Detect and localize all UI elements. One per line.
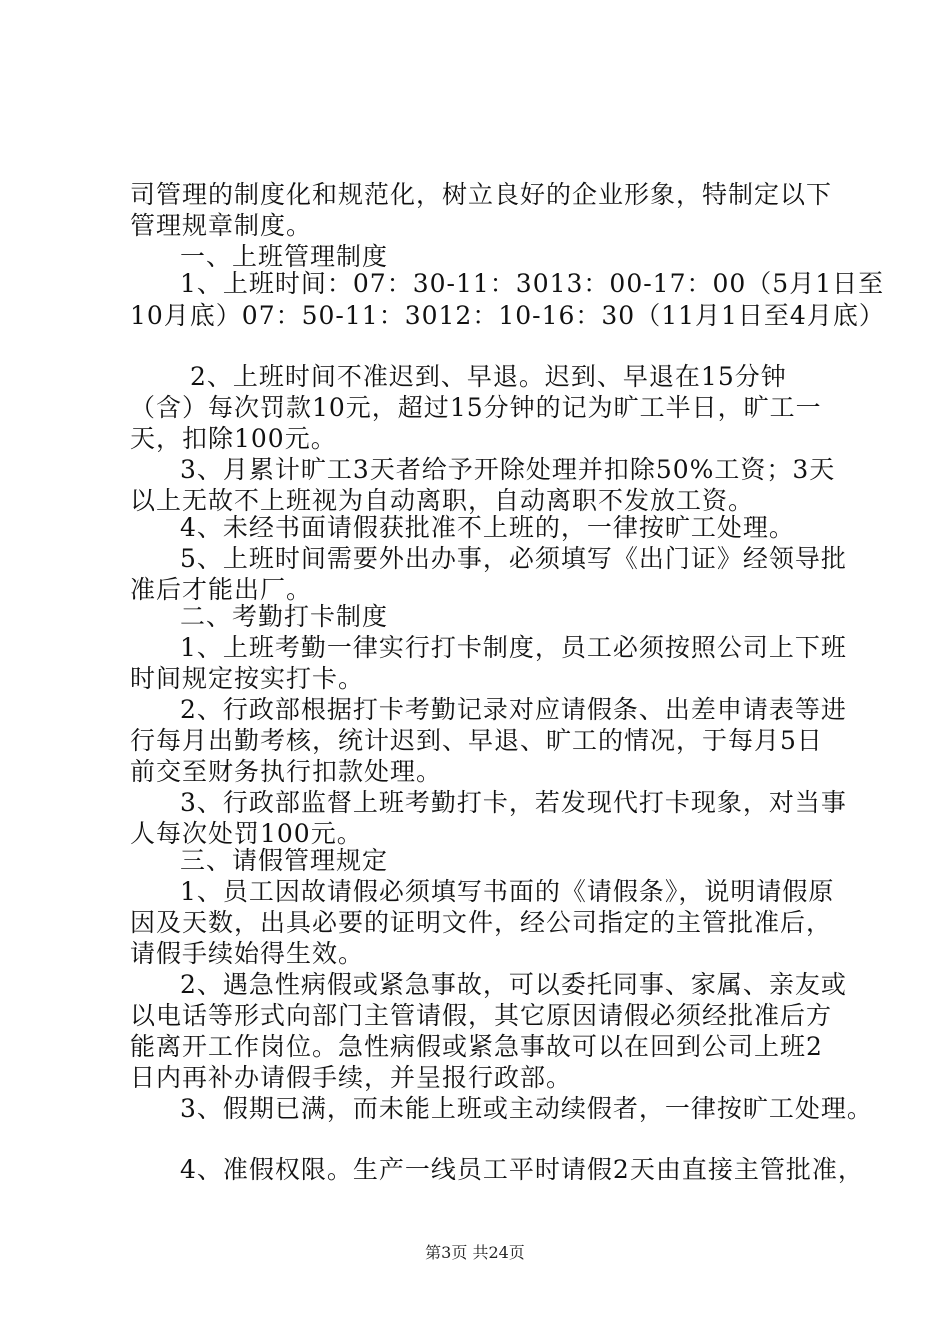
text-line: 请假手续始得生效。	[130, 939, 365, 968]
text-line: 2、行政部根据打卡考勤记录对应请假条、出差申请表等进	[180, 695, 847, 724]
text-line: 4、准假权限。生产一线员工平时请假2天由直接主管批准，	[180, 1155, 864, 1184]
text-line: （含）每次罚款10元，超过15分钟的记为旷工半日，旷工一	[130, 393, 822, 422]
page-number-footer: 第3页 共24页	[425, 1243, 525, 1262]
text-line: 5、上班时间需要外出办事，必须填写《出门证》经领导批	[180, 544, 847, 573]
text-line: 人每次处罚100元。	[130, 819, 363, 848]
text-line: 司管理的制度化和规范化，树立良好的企业形象，特制定以下	[130, 180, 833, 209]
text-line: 准后才能出厂。	[130, 575, 313, 604]
text-line: 1、上班考勤一律实行打卡制度，员工必须按照公司上下班	[180, 633, 847, 662]
section-heading: 一、上班管理制度	[180, 242, 389, 271]
section-heading: 三、请假管理规定	[180, 846, 389, 875]
text-line: 时间规定按实打卡。	[130, 664, 365, 693]
text-line: 1、上班时间：07：30-11：3013：00-17：00（5月1日至	[180, 269, 885, 298]
text-line: 日内再补办请假手续，并呈报行政部。	[130, 1063, 573, 1092]
text-line: 管理规章制度。	[130, 211, 313, 240]
text-line: 天，扣除100元。	[130, 424, 337, 453]
section-heading: 二、考勤打卡制度	[180, 602, 389, 631]
text-line: 4、未经书面请假获批准不上班的，一律按旷工处理。	[180, 513, 795, 542]
text-line: 1、员工因故请假必须填写书面的《请假条》，说明请假原	[180, 877, 835, 906]
text-line: 2、上班时间不准迟到、早退。迟到、早退在15分钟	[190, 362, 787, 391]
text-line: 行每月出勤考核，统计迟到、早退、旷工的情况，于每月5日	[130, 726, 823, 755]
text-line: 能离开工作岗位。急性病假或紧急事故可以在回到公司上班2	[130, 1032, 823, 1061]
text-line: 以上无故不上班视为自动离职，自动离职不发放工资。	[130, 486, 755, 515]
text-line: 3、假期已满，而未能上班或主动续假者，一律按旷工处理。	[180, 1094, 873, 1123]
text-line: 前交至财务执行扣款处理。	[130, 757, 443, 786]
text-line: 3、行政部监督上班考勤打卡，若发现代打卡现象，对当事	[180, 788, 847, 817]
text-line: 3、月累计旷工3天者给予开除处理并扣除50%工资；3天	[180, 455, 836, 484]
text-line: 2、遇急性病假或紧急事故，可以委托同事、家属、亲友或	[180, 970, 847, 999]
text-line: 因及天数，出具必要的证明文件，经公司指定的主管批准后，	[130, 908, 833, 937]
text-line: 以电话等形式向部门主管请假，其它原因请假必须经批准后方	[130, 1001, 833, 1030]
text-line: 10月底）07：50-11：3012：10-16：30（11月1日至4月底）	[130, 301, 885, 330]
